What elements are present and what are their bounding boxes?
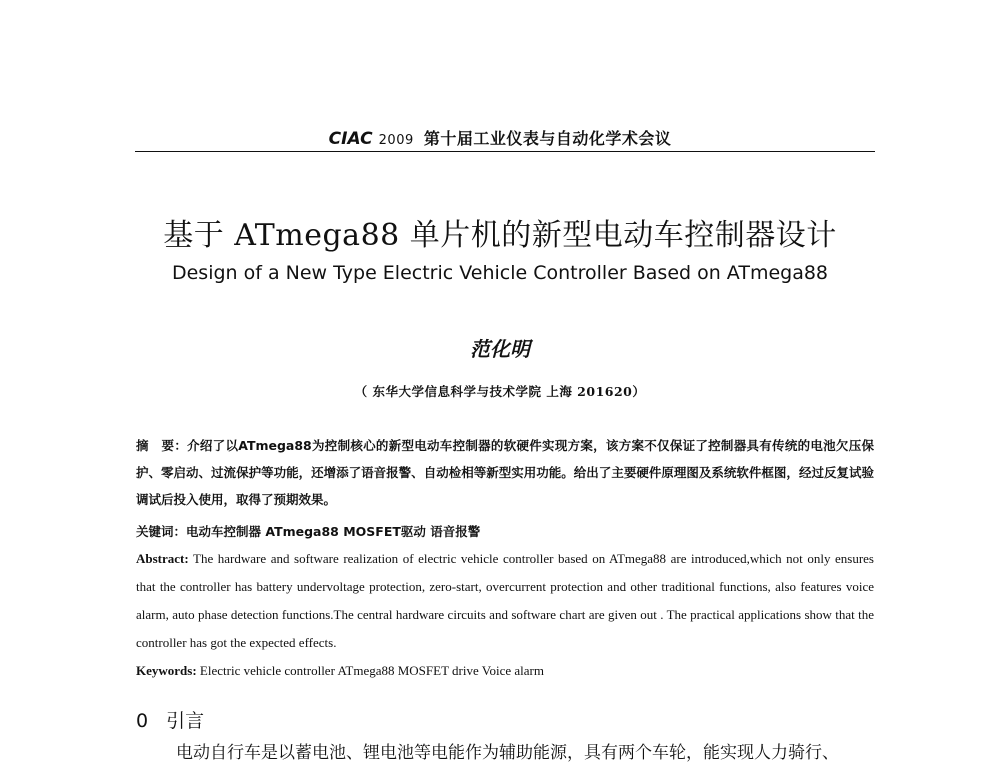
conference-logo: CIAC <box>328 129 373 149</box>
abstract-chinese-label: 摘 要： <box>136 438 188 453</box>
abstract-english-label: Abstract: <box>136 551 189 566</box>
conference-name: 第十届工业仪表与自动化学术会议 <box>423 129 672 148</box>
keywords-chinese-label: 关键词： <box>136 524 187 539</box>
section-number: 0 <box>136 710 149 732</box>
body-text: 电动自行车是以蓄电池、锂电池等电能作为辅助能源，具有两个车轮，能实现人力骑行、 <box>176 743 839 763</box>
affiliation: （ 东华大学信息科学与技术学院 上海 201620） <box>354 384 646 399</box>
author-name: 范化明 <box>470 337 530 361</box>
abstract-english-text: The hardware and software realization of electric vehicle controller based on ATmega88 are introduced,which not only ensures that the controller has battery undervoltage protection, zero-start, overcurrent protection and other traditional functions, also features voice alarm, auto phase detection functions.The central hardware circuits and software chart are given out . The practical applications show that the controller has got the expected effects. <box>136 551 874 650</box>
header-rule <box>135 151 875 152</box>
running-header <box>0 126 1000 149</box>
conference-year: 2009 <box>378 133 414 148</box>
title-chinese: 基于 ATmega88 单片机的新型电动车控制器设计 <box>163 218 837 253</box>
section-title: 引言 <box>166 710 205 732</box>
abstract-english <box>136 545 874 657</box>
keywords-english-text: Electric vehicle controller ATmega88 MOSFET drive Voice alarm <box>199 663 544 678</box>
abstract-chinese <box>136 432 874 513</box>
keywords-english <box>136 657 874 685</box>
title-english: Design of a New Type Electric Vehicle Controller Based on ATmega88 <box>171 262 829 284</box>
abstract-chinese-text: 介绍了以ATmega88为控制核心的新型电动车控制器的软硬件实现方案，该方案不仅保证了控制器具有传统的电池欠压保护、零启动、过流保护等功能，还增添了语音报警、自动检相等新型实用功能。给出了主要硬件原理图及系统软件框图，经过反复试验调试后投入使用，取得了预期效果。 <box>136 438 874 507</box>
keywords-english-label: Keywords: <box>136 663 197 678</box>
section-heading <box>136 706 204 733</box>
keywords-chinese <box>136 518 874 545</box>
keywords-chinese-text: 电动车控制器 ATmega88 MOSFET驱动 语音报警 <box>186 524 481 539</box>
